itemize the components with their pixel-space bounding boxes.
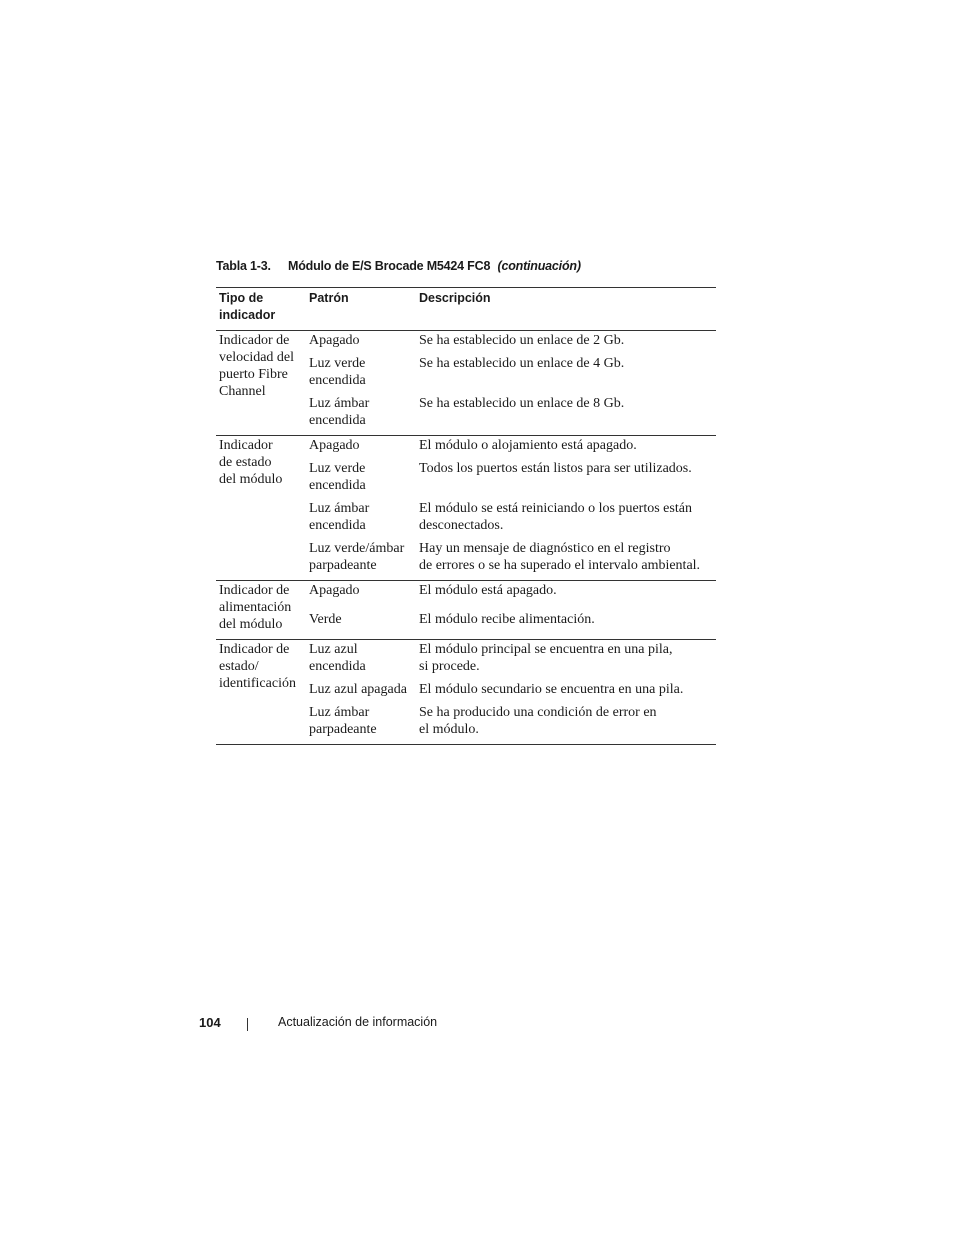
description-cell: El módulo recibe alimentación. xyxy=(419,611,595,627)
pattern-cell: Luz ámbar encendida xyxy=(309,501,370,533)
description-cell: El módulo principal se encuentra en una pila, si procede. xyxy=(419,642,673,674)
table-caption xyxy=(216,259,581,273)
description-cell: Se ha producido una condición de error en el módulo. xyxy=(419,705,657,737)
indicator-cell: Indicador de velocidad del puerto Fibre Channel xyxy=(219,333,295,399)
table-row xyxy=(216,436,716,461)
table-row xyxy=(216,331,716,356)
description-cell: Se ha establecido un enlace de 4 Gb. xyxy=(419,356,625,371)
pattern-cell: Luz verde/ámbar parpadeante xyxy=(309,541,405,573)
description-cell: Hay un mensaje de diagnóstico en el registro de errores o se ha superado el intervalo ambiental. xyxy=(419,541,701,573)
page-number: 104 xyxy=(199,1015,221,1030)
description-cell: El módulo o alojamiento está apagado. xyxy=(419,438,637,453)
pattern-cell: Luz ámbar encendida xyxy=(309,396,370,428)
pattern-cell: Luz verde encendida xyxy=(309,461,366,493)
pattern-cell: Apagado xyxy=(309,583,360,598)
pattern-cell: Luz azul apagada xyxy=(309,682,407,697)
table-caption-continuation: (continuación) xyxy=(497,259,581,273)
table-caption-title: Módulo de E/S Brocade M5424 FC8 xyxy=(288,259,491,273)
indicator-cell: Indicador de estado/ identificación xyxy=(219,642,296,691)
pattern-cell: Luz ámbar parpadeante xyxy=(309,705,377,737)
indicator-cell: Indicador de alimentación del módulo xyxy=(219,583,292,632)
header-indicator-type: Tipo de indicador xyxy=(219,291,276,322)
pattern-cell: Apagado xyxy=(309,333,360,348)
indicator-table xyxy=(216,287,716,745)
pattern-cell: Apagado xyxy=(309,438,360,453)
footer-divider xyxy=(247,1018,248,1031)
pattern-cell: Verde xyxy=(309,611,342,627)
description-cell: Todos los puertos están listos para ser utilizados. xyxy=(419,461,692,476)
header-pattern: Patrón xyxy=(309,291,349,305)
footer-section-title: Actualización de información xyxy=(278,1015,438,1029)
indicator-cell: Indicador de estado del módulo xyxy=(219,438,283,487)
pattern-cell: Luz verde encendida xyxy=(309,356,366,388)
description-cell: El módulo está apagado. xyxy=(419,583,557,598)
table-row xyxy=(216,640,716,682)
table-caption-label: Tabla 1-3. xyxy=(216,259,271,273)
description-cell: Se ha establecido un enlace de 8 Gb. xyxy=(419,396,625,411)
table-row xyxy=(216,581,716,611)
header-description: Descripción xyxy=(419,291,491,305)
description-cell: Se ha establecido un enlace de 2 Gb. xyxy=(419,333,625,348)
table-header-row xyxy=(216,288,716,331)
description-cell: El módulo secundario se encuentra en una pila. xyxy=(419,682,684,697)
description-cell: El módulo se está reiniciando o los puertos están desconectados. xyxy=(419,501,692,533)
pattern-cell: Luz azul encendida xyxy=(309,642,366,674)
